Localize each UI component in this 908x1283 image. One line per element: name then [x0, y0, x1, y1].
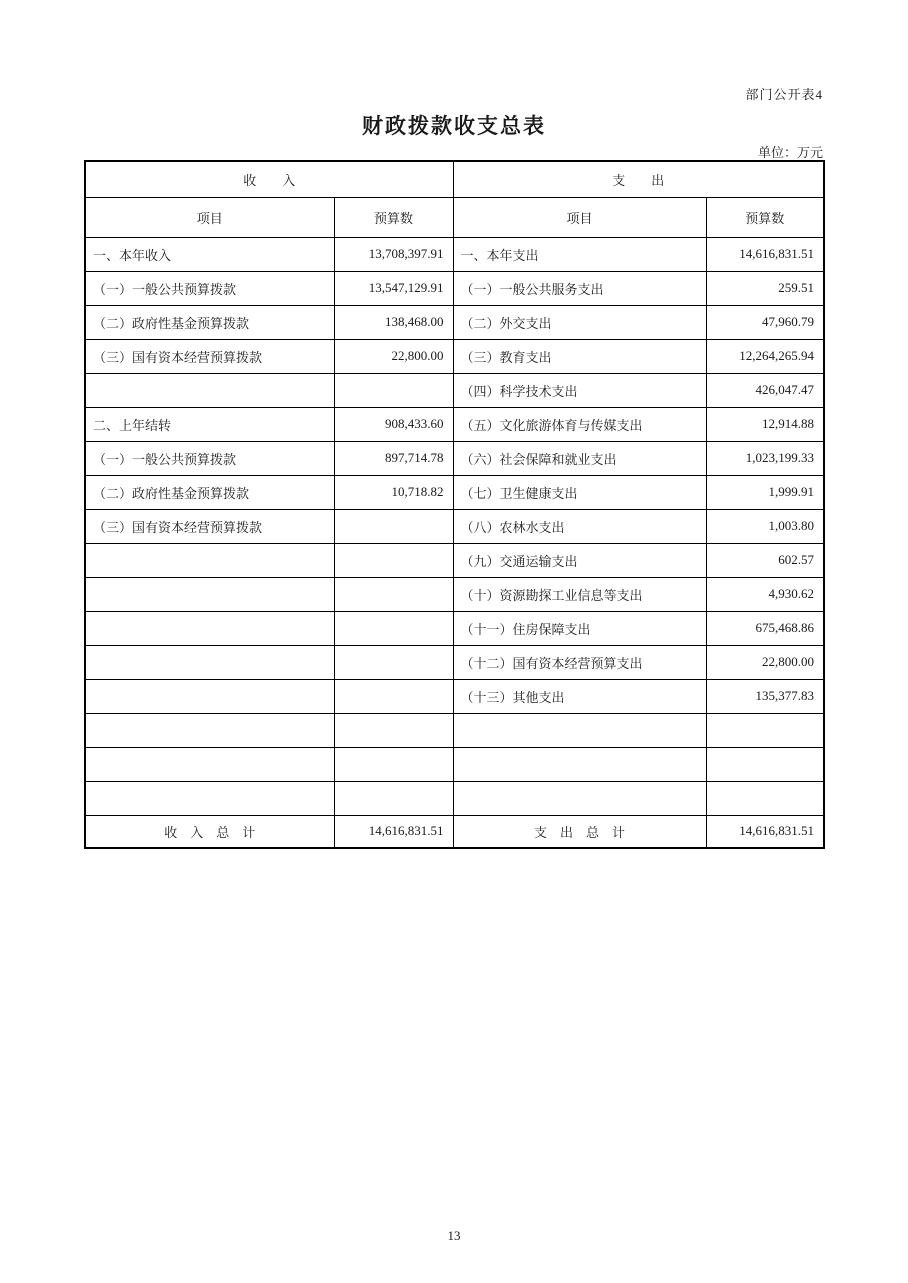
income-amount: 13,708,397.91: [334, 237, 453, 271]
expense-amount: 675,468.86: [706, 611, 824, 645]
expense-budget-header: 预算数: [706, 197, 824, 237]
expense-item: （一）一般公共服务支出: [453, 271, 706, 305]
table-row: [85, 373, 824, 407]
income-amount: [334, 645, 453, 679]
expense-total-amount: 14,616,831.51: [706, 815, 824, 848]
income-item: 一、本年收入: [85, 237, 334, 271]
expense-item: （十二）国有资本经营预算支出: [453, 645, 706, 679]
expense-item: [453, 747, 706, 781]
income-item: [85, 543, 334, 577]
expense-amount: 12,264,265.94: [706, 339, 824, 373]
expense-amount: [706, 747, 824, 781]
table-row: [85, 407, 824, 441]
page-number: 13: [447, 1228, 461, 1243]
table-row: [85, 611, 824, 645]
income-amount: 908,433.60: [334, 407, 453, 441]
income-item: [85, 577, 334, 611]
income-item: [85, 679, 334, 713]
expense-item: （十一）住房保障支出: [453, 611, 706, 645]
expense-amount: 22,800.00: [706, 645, 824, 679]
income-item: （三）国有资本经营预算拨款: [85, 509, 334, 543]
expense-item: （六）社会保障和就业支出: [453, 441, 706, 475]
table-row: [85, 713, 824, 747]
income-amount: [334, 373, 453, 407]
income-amount: [334, 577, 453, 611]
table-row: [85, 475, 824, 509]
income-item: [85, 713, 334, 747]
expense-item: （三）教育支出: [453, 339, 706, 373]
expense-amount: 4,930.62: [706, 577, 824, 611]
expense-item: 一、本年支出: [453, 237, 706, 271]
table-row: [85, 781, 824, 815]
page-title: 财政拨款收支总表: [362, 115, 546, 138]
table-row: [85, 305, 824, 339]
income-amount: 897,714.78: [334, 441, 453, 475]
column-header-row: [85, 197, 824, 237]
income-section-header: 收 入: [85, 161, 453, 197]
income-amount: [334, 713, 453, 747]
section-header-row: [85, 161, 824, 197]
income-item: （一）一般公共预算拨款: [85, 441, 334, 475]
expense-amount: 12,914.88: [706, 407, 824, 441]
table-row: [85, 645, 824, 679]
expense-item: [453, 781, 706, 815]
total-row: [85, 815, 824, 848]
income-amount: [334, 679, 453, 713]
income-amount: [334, 509, 453, 543]
income-item: [85, 781, 334, 815]
budget-table: [84, 160, 825, 849]
table-row: [85, 679, 824, 713]
expense-amount: 1,999.91: [706, 475, 824, 509]
table-row: [85, 747, 824, 781]
expense-total-label: 支 出 总 计: [453, 815, 706, 848]
income-amount: 10,718.82: [334, 475, 453, 509]
income-budget-header: 预算数: [334, 197, 453, 237]
expense-item: （五）文化旅游体育与传媒支出: [453, 407, 706, 441]
expense-item: （十三）其他支出: [453, 679, 706, 713]
expense-item: （八）农林水支出: [453, 509, 706, 543]
table-row: [85, 509, 824, 543]
income-item: [85, 373, 334, 407]
expense-amount: 259.51: [706, 271, 824, 305]
expense-item: （七）卫生健康支出: [453, 475, 706, 509]
expense-item: （四）科学技术支出: [453, 373, 706, 407]
expense-amount: 135,377.83: [706, 679, 824, 713]
income-item-header: 项目: [85, 197, 334, 237]
expense-item: （十）资源勘探工业信息等支出: [453, 577, 706, 611]
income-amount: 13,547,129.91: [334, 271, 453, 305]
income-amount: [334, 611, 453, 645]
income-item: [85, 611, 334, 645]
income-item: （二）政府性基金预算拨款: [85, 475, 334, 509]
income-item: [85, 747, 334, 781]
income-item: 二、上年结转: [85, 407, 334, 441]
income-item: （三）国有资本经营预算拨款: [85, 339, 334, 373]
income-item: （一）一般公共预算拨款: [85, 271, 334, 305]
table-row: [85, 271, 824, 305]
income-amount: [334, 747, 453, 781]
unit-label: 单位：万元: [757, 145, 823, 160]
income-amount: 22,800.00: [334, 339, 453, 373]
expense-amount: [706, 713, 824, 747]
table-row: [85, 441, 824, 475]
expense-item-header: 项目: [453, 197, 706, 237]
expense-item: （二）外交支出: [453, 305, 706, 339]
table-row: [85, 543, 824, 577]
expense-amount: 426,047.47: [706, 373, 824, 407]
income-amount: 138,468.00: [334, 305, 453, 339]
income-item: （二）政府性基金预算拨款: [85, 305, 334, 339]
expense-item: （九）交通运输支出: [453, 543, 706, 577]
income-total-amount: 14,616,831.51: [334, 815, 453, 848]
corner-label: 部门公开表4: [745, 87, 823, 102]
expense-item: [453, 713, 706, 747]
table-row: [85, 577, 824, 611]
expense-amount: 1,023,199.33: [706, 441, 824, 475]
table-row: [85, 237, 824, 271]
income-total-label: 收 入 总 计: [85, 815, 334, 848]
expense-amount: 47,960.79: [706, 305, 824, 339]
expense-section-header: 支 出: [453, 161, 824, 197]
income-amount: [334, 781, 453, 815]
table-row: [85, 339, 824, 373]
expense-amount: 1,003.80: [706, 509, 824, 543]
expense-amount: 14,616,831.51: [706, 237, 824, 271]
expense-amount: [706, 781, 824, 815]
income-amount: [334, 543, 453, 577]
expense-amount: 602.57: [706, 543, 824, 577]
income-item: [85, 645, 334, 679]
